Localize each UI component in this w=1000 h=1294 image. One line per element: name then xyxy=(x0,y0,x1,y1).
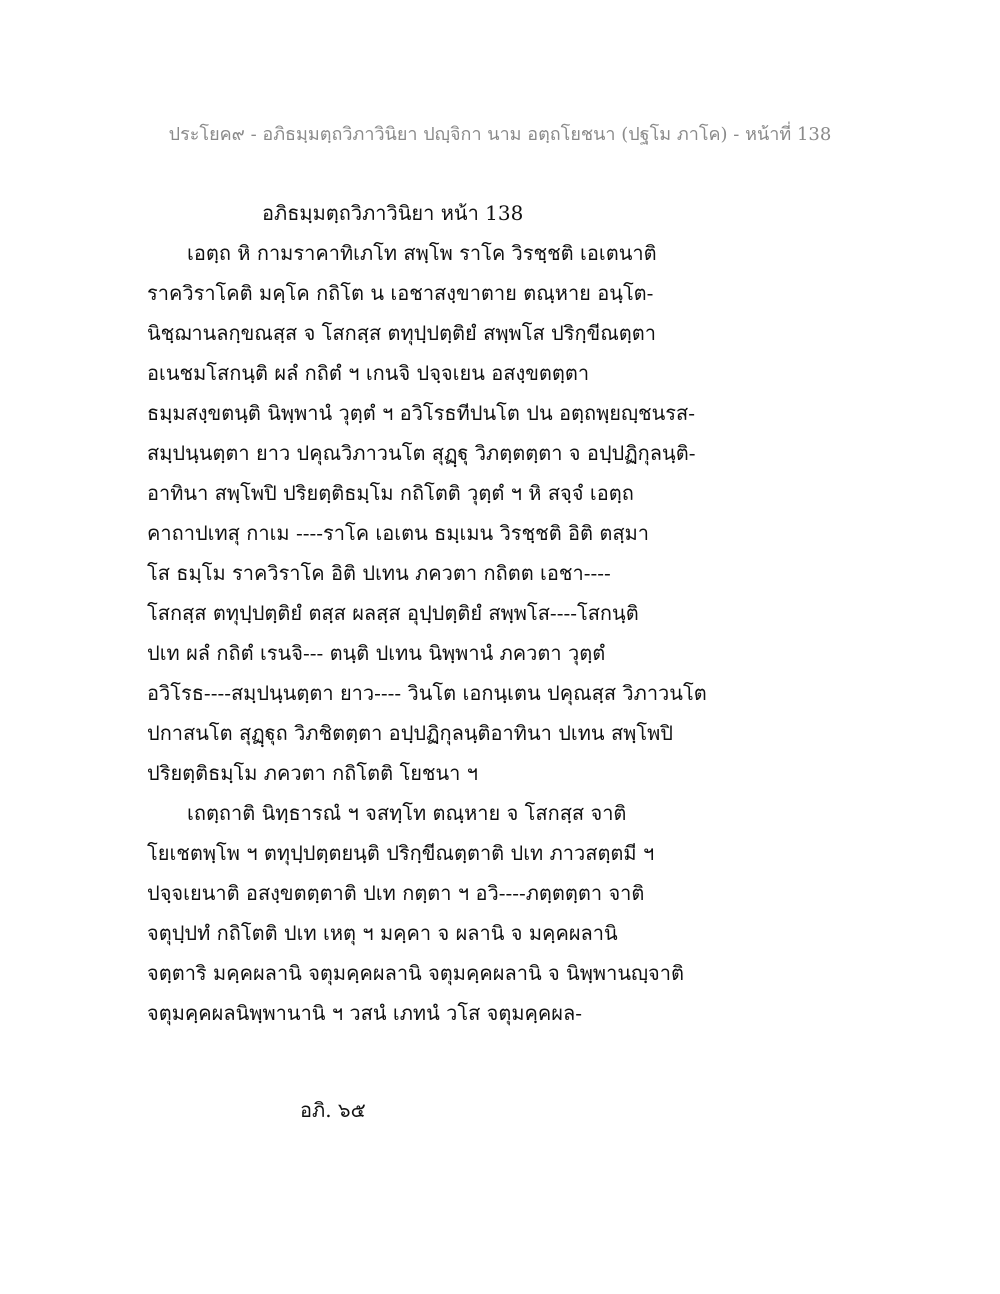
paragraph-2-line-2: โยเชตพฺโพ ฯ ตทุปฺปตฺตยนฺติ ปริกฺขีณตฺตาติ ปเท ภาวสตฺตมี ฯ xyxy=(147,841,655,865)
paragraph-1-line-8: คาถาปเทสุ กาเม ----ราโค เอเตน ธมฺเมน วิรชฺชติ อิติ ตสฺมา xyxy=(147,521,650,545)
paragraph-2-line-6: จตุมคฺคผลนิพฺพานานิ ฯ วสนํ เภทนํ วโส จตุมคฺคผล- xyxy=(147,1001,583,1025)
paragraph-1-line-6: สมฺปนฺนตฺตา ยาว ปคุณวิภาวนโต สุฏฺฐุ วิภตฺตตฺตา จ อปฺปฏิกุลนฺติ- xyxy=(147,441,696,465)
paragraph-1-line-4: อเนชมโสกนฺติ ผลํ กถิตํ ฯ เกนจิ ปจฺจเยน อสงฺขตตฺตา xyxy=(147,361,590,385)
page-marker: อภิ. ๖๕ xyxy=(300,1098,366,1122)
paragraph-1-line-3: นิชฺฌานลกฺขณสฺส จ โสกสฺส ตทุปฺปตฺติยํ สพฺพโส ปริกฺขีณตฺตา xyxy=(147,321,656,345)
paragraph-1-line-11: ปเท ผลํ กถิตํ เรนจิ--- ตนฺติ ปเทน นิพฺพานํ ภควตา วุตฺตํ xyxy=(147,641,606,665)
paragraph-1-line-9: โส ธมฺโม ราควิราโค อิติ ปเทน ภควตา กถิตต เอชา---- xyxy=(147,561,611,585)
paragraph-1-line-1: เอตฺถ หิ กามราคาทิเภโท สพฺโพ ราโค วิรชฺชติ เอเตนาติ xyxy=(187,241,657,265)
section-title: อภิธมฺมตฺถวิภาวินิยา หน้า 138 xyxy=(262,201,524,225)
paragraph-2-line-4: จตุปฺปทํ กถิโตติ ปเท เหตุ ฯ มคฺคา จ ผลานิ จ มคฺคผลานิ xyxy=(147,921,618,945)
paragraph-1-line-7: อาทินา สพฺโพปิ ปริยตฺติธมฺโม กถิโตติ วุตฺตํ ฯ หิ สจฺจํ เอตฺถ xyxy=(147,481,634,505)
paragraph-2-line-1: เถตฺถาติ นิทฺธารณํ ฯ จสทฺโท ตณฺหาย จ โสกสฺส จาติ xyxy=(187,801,627,825)
paragraph-1-line-2: ราควิราโคติ มคฺโค กถิโต น เอชาสงฺขาตาย ตณฺหาย อนฺโต- xyxy=(147,281,654,305)
paragraph-2-line-3: ปจฺจเยนาติ อสงฺขตตฺตาติ ปเท กตฺตา ฯ อวิ----ภตฺตตฺตา จาติ xyxy=(147,881,645,905)
paragraph-1-line-13: ปกาสนโต สุฏฺฐุถ วิภชิตตฺตา อปฺปฏิกุลนฺติอาทินา ปเทน สพฺโพปิ xyxy=(147,721,673,745)
paragraph-1-line-10: โสกสฺส ตทุปฺปตฺติยํ ตสฺส ผลสฺส อุปฺปตฺติยํ สพฺพโส----โสกนฺติ xyxy=(147,601,639,625)
paragraph-1-line-5: ธมฺมสงฺขตนฺติ นิพฺพานํ วุตฺตํ ฯ อวิโรธทีปนโต ปน อตฺถพฺยญฺชนรส- xyxy=(147,401,695,425)
document-body xyxy=(147,193,867,1033)
paragraph-2-line-5: จตฺตาริ มคฺคผลานิ จตุมคฺคผลานิ จตุมคฺคผลานิ จ นิพฺพานญฺจาติ xyxy=(147,961,684,985)
paragraph-1-line-12: อวิโรธ----สมฺปนฺนตฺตา ยาว---- วินโต เอกนฺเตน ปคุณสฺส วิภาวนโต xyxy=(147,681,707,705)
paragraph-1-line-14: ปริยตฺติธมฺโม ภควตา กถิโตติ โยชนา ฯ xyxy=(147,761,478,785)
running-header: ประโยค๙ - อภิธมฺมตฺถวิภาวินิยา ปญฺจิกา นาม อตฺถโยชนา (ปฐโม ภาโค) - หน้าที่ 138 xyxy=(168,124,832,145)
